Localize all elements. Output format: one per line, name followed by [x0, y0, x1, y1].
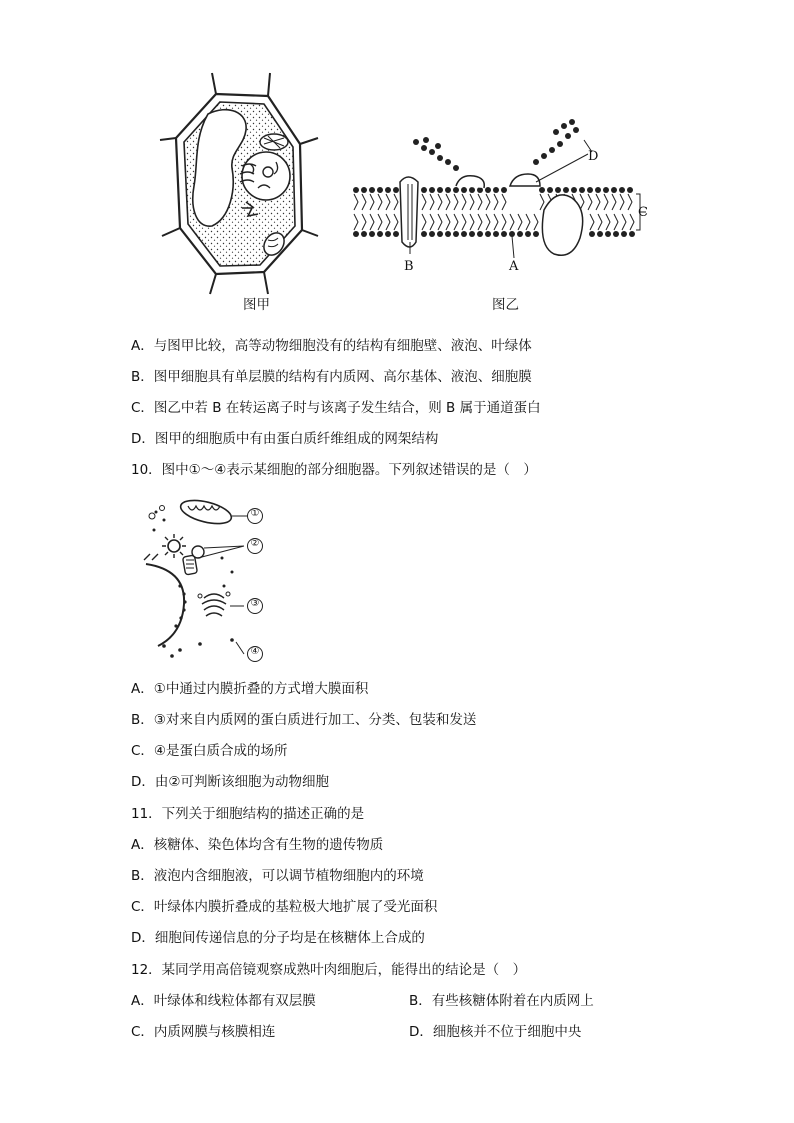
q10-option-b: B．③对来自内质网的蛋白质进行加工、分类、包装和发送 [131, 712, 477, 728]
q9-option-a: A．与图甲比较，高等动物细胞没有的结构有细胞壁、液泡、叶绿体 [131, 338, 532, 354]
organelle-label-3: ③ [250, 598, 260, 609]
membrane-figure [346, 112, 656, 277]
label-D: D [588, 149, 599, 164]
q12-stem: 12．某同学用高倍镜观察成熟叶肉细胞后，能得出的结论是（ ） [131, 962, 527, 978]
q9-option-c: C．图乙中若 B 在转运离子时与该离子发生结合，则 B 属于通道蛋白 [131, 400, 541, 416]
q10-option-c: C．④是蛋白质合成的场所 [131, 743, 288, 759]
q11-stem: 11．下列关于细胞结构的描述正确的是 [131, 806, 365, 822]
q9-option-b: B．图甲细胞具有单层膜的结构有内质网、高尔基体、液泡、细胞膜 [131, 369, 532, 385]
q11-option-a: A．核糖体、染色体均含有生物的遗传物质 [131, 837, 384, 853]
q10-option-d: D．由②可判断该细胞为动物细胞 [131, 774, 329, 790]
label-C: C [638, 205, 648, 220]
q11-option-d: D．细胞间传递信息的分子均是在核糖体上合成的 [131, 930, 425, 946]
q10-option-a: A．①中通过内膜折叠的方式增大膜面积 [131, 681, 369, 697]
organelle-label-1: ① [250, 508, 260, 519]
q12-option-b: B．有些核糖体附着在内质网上 [409, 993, 594, 1009]
organelle-label-2: ② [250, 538, 260, 549]
figure-yi-caption: 图乙 [492, 297, 519, 313]
label-B: B [404, 259, 414, 274]
q10-stem: 10．图中①～④表示某细胞的部分细胞器。下列叙述错误的是（ ） [131, 462, 537, 478]
plant-cell-figure [150, 68, 330, 300]
figure-jia-caption: 图甲 [243, 297, 270, 313]
q12-option-c: C．内质网膜与核膜相连 [131, 1024, 276, 1040]
q12-option-a: A．叶绿体和线粒体都有双层膜 [131, 993, 316, 1009]
q11-option-b: B．液泡内含细胞液，可以调节植物细胞内的环境 [131, 868, 424, 884]
q9-option-d: D．图甲的细胞质中有由蛋白质纤维组成的网架结构 [131, 431, 439, 447]
q12-option-d: D．细胞核并不位于细胞中央 [409, 1024, 582, 1040]
organelle-label-4: ④ [250, 646, 260, 657]
label-A: A [509, 259, 519, 274]
q11-option-c: C．叶绿体内膜折叠成的基粒极大地扩展了受光面积 [131, 899, 438, 915]
